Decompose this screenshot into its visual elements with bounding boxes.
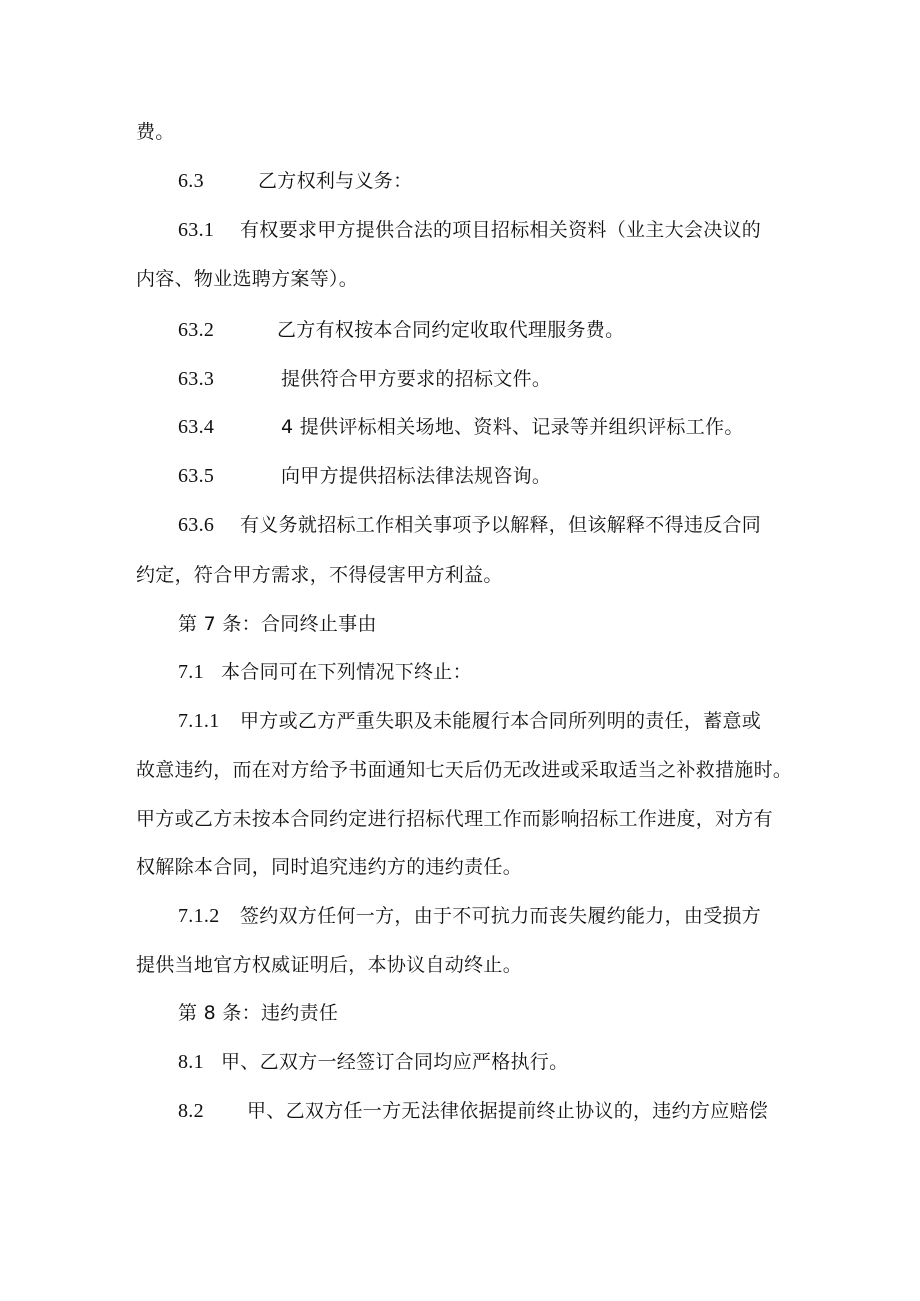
clause-number: 63.1 (178, 219, 215, 241)
paragraph-fee-end (136, 119, 175, 145)
clause-number: 63.3 (178, 368, 215, 390)
clause-63-2 (178, 317, 624, 343)
clause-number: 63.5 (178, 465, 215, 487)
clause-number: 7.1 (178, 661, 204, 683)
clause-text: 约定，符合甲方需求，不得侵害甲方利益。 (136, 564, 503, 586)
clause-text: 甲、乙双方任一方无法律依据提前终止协议的，违约方应赔偿 (247, 1100, 769, 1122)
clause-text: 故意违约，而在对方给予书面通知七天后仍无改进或采取适当之补救措施时。 (136, 759, 793, 781)
clause-text: 权解除本合同，同时追究违约方的违约责任。 (136, 856, 523, 878)
clause-text: 提供符合甲方要求的招标文件。 (281, 368, 552, 390)
clause-63-6 (178, 512, 761, 538)
clause-number: 63.2 (178, 319, 215, 341)
clause-text: 4 提供评标相关场地、资料、记录等并组织评标工作。 (281, 416, 744, 438)
article-7-heading (178, 611, 377, 637)
paragraph-text: 费。 (136, 121, 175, 143)
clause-63-4 (178, 414, 744, 440)
clause-number: 7.1.2 (178, 905, 220, 927)
clause-number: 63.4 (178, 416, 215, 438)
article-8-heading (178, 1000, 338, 1026)
clause-number: 8.2 (178, 1100, 204, 1122)
clause-number: 6.3 (178, 170, 204, 192)
clause-63-5 (178, 463, 551, 489)
clause-63-1 (178, 217, 761, 243)
clause-text: 签约双方任何一方，由于不可抗力而丧失履约能力，由受损方 (240, 905, 762, 927)
clause-text: 向甲方提供招标法律法规咨询。 (281, 465, 552, 487)
clause-text: 甲方或乙方严重失职及未能履行本合同所列明的责任，蓄意或 (240, 710, 762, 732)
clause-7-1-1 (178, 708, 761, 734)
clause-text: 甲方或乙方未按本合同约定进行招标代理工作而影响招标工作进度，对方有 (136, 808, 773, 830)
clause-number: 8.1 (178, 1051, 204, 1073)
clause-8-1 (178, 1049, 568, 1075)
article-title: 第 8 条：违约责任 (178, 1002, 339, 1024)
clause-text: 甲、乙双方一经签订合同均应严格执行。 (221, 1051, 569, 1073)
clause-number: 7.1.1 (178, 710, 220, 732)
clause-7-1-1-continued-2 (136, 806, 773, 832)
clause-text: 有权要求甲方提供合法的项目招标相关资料（业主大会决议的 (240, 219, 762, 241)
clause-63-6-continued (136, 562, 503, 588)
clause-7-1-2 (178, 903, 761, 929)
clause-text: 内容、物业选聘方案等）。 (136, 268, 359, 290)
clause-title: 乙方权利与义务： (258, 170, 413, 192)
clause-63-1-continued (136, 266, 358, 292)
clause-63-3 (178, 366, 551, 392)
clause-text: 提供当地官方权威证明后，本协议自动终止。 (136, 954, 523, 976)
clause-text: 本合同可在下列情况下终止： (221, 661, 472, 683)
clause-6-3 (178, 168, 412, 194)
clause-text: 有义务就招标工作相关事项予以解释，但该解释不得违反合同 (240, 514, 762, 536)
clause-7-1-1-continued-1 (136, 757, 792, 783)
clause-7-1-1-continued-3 (136, 854, 522, 880)
article-title: 第 7 条：合同终止事由 (178, 613, 377, 635)
clause-number: 63.6 (178, 514, 215, 536)
clause-8-2 (178, 1098, 768, 1124)
clause-7-1 (178, 659, 472, 685)
clause-text: 乙方有权按本合同约定收取代理服务费。 (277, 319, 625, 341)
clause-7-1-2-continued (136, 952, 522, 978)
